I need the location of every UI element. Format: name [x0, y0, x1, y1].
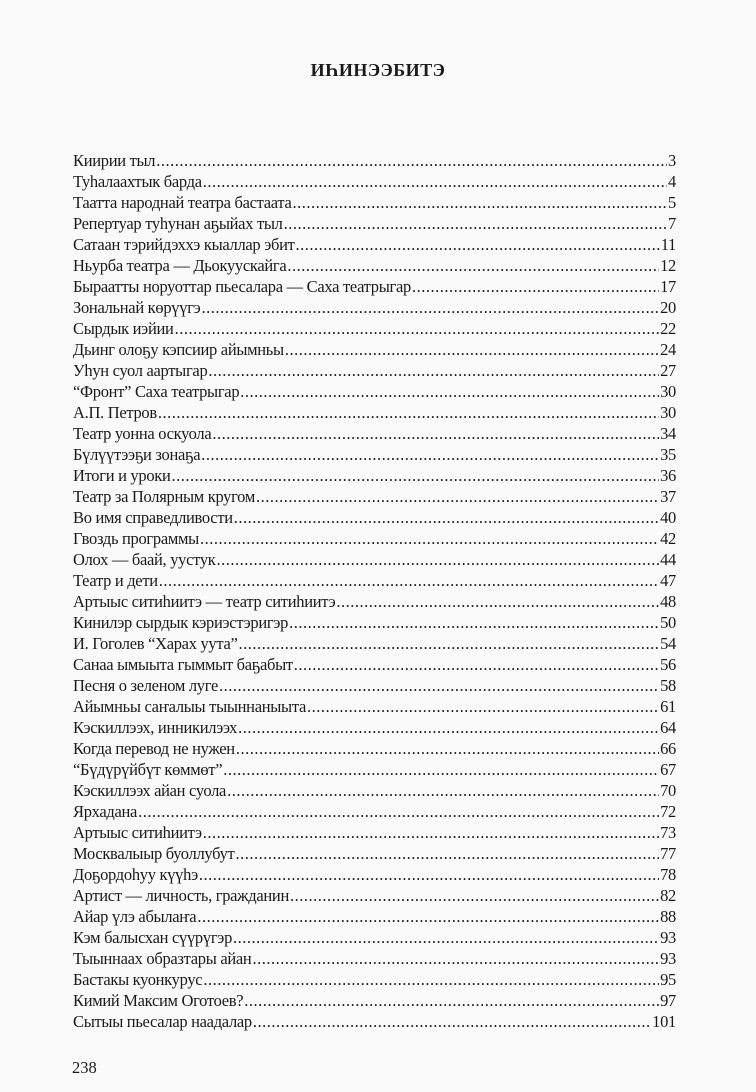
- toc-entry-title: Гвоздь программы: [73, 529, 199, 548]
- toc-entry-title: Айымньы саҥалыы тыыннаныыта: [73, 697, 306, 716]
- toc-entry-title: Сырдык иэйии: [73, 319, 174, 338]
- toc-entry: [73, 150, 676, 171]
- toc-entry: [73, 612, 676, 633]
- page-number: 238: [72, 1058, 97, 1077]
- dot-leader: [236, 738, 659, 759]
- toc-entry-title: Артист — личность, гражданин: [73, 886, 289, 905]
- toc-entry-title: Кинилэр сырдык кэриэстэригэр: [73, 613, 289, 632]
- dot-leader: [212, 423, 659, 444]
- toc-entry-title: Зональнай көрүүгэ: [73, 298, 201, 317]
- toc-entry: [73, 633, 676, 654]
- dot-leader: [244, 990, 659, 1011]
- toc-entry-title: Сатаан тэрийдэххэ кыаллар эбит: [73, 235, 295, 254]
- dot-leader: [256, 486, 659, 507]
- toc-entry-page: 64: [660, 718, 676, 737]
- toc-entry: [73, 969, 676, 990]
- toc-entry-title: Таатта народнай театра бастаата: [73, 193, 292, 212]
- toc-entry: [73, 171, 676, 192]
- toc-entry: [73, 507, 676, 528]
- toc-entry-page: 11: [660, 235, 676, 254]
- toc-entry-page: 56: [660, 655, 676, 674]
- toc-entry-page: 7: [668, 214, 676, 233]
- toc-entry: [73, 381, 676, 402]
- dot-leader: [219, 675, 659, 696]
- toc-entry-page: 93: [660, 928, 676, 947]
- toc-entry-title: Ньурба театра — Дьокуускайга: [73, 256, 287, 275]
- toc-entry-title: “Бүдүрүйбүт көммөт”: [73, 760, 223, 779]
- toc-entry-page: 12: [660, 256, 676, 275]
- toc-entry-page: 61: [660, 697, 676, 716]
- toc-entry-page: 97: [660, 991, 676, 1010]
- toc-entry: [73, 843, 676, 864]
- toc-entry-title: Песня о зеленом луге: [73, 676, 218, 695]
- toc-entry: [73, 465, 676, 486]
- toc-entry-page: 58: [660, 676, 676, 695]
- toc-entry-title: Театр и дети: [73, 571, 158, 590]
- toc-entry-page: 20: [660, 298, 676, 317]
- toc-entry: [73, 255, 676, 276]
- toc-entry: [73, 234, 676, 255]
- toc-entry: [73, 654, 676, 675]
- toc-entry: [73, 297, 676, 318]
- toc-entry-page: 3: [668, 151, 676, 170]
- toc-entry: [73, 822, 676, 843]
- toc-entry: [73, 402, 676, 423]
- toc-entry-title: Репертуар туһунан аҕыйах тыл: [73, 214, 283, 233]
- toc-entry: [73, 276, 676, 297]
- dot-leader: [296, 234, 660, 255]
- toc-entry: [73, 444, 676, 465]
- dot-leader: [200, 528, 659, 549]
- dot-leader: [253, 1011, 651, 1032]
- toc-entry-page: 67: [660, 760, 676, 779]
- dot-leader: [238, 717, 659, 738]
- toc-entry-page: 40: [660, 508, 676, 527]
- toc-entry: [73, 570, 676, 591]
- toc-entry-title: Туһалаахтык барда: [73, 172, 202, 191]
- toc-entry-title: Бүлүүтээҕи зонаҕа: [73, 445, 201, 464]
- dot-leader: [203, 822, 659, 843]
- table-of-contents: [73, 150, 676, 1032]
- toc-entry: [73, 990, 676, 1011]
- toc-entry: [73, 948, 676, 969]
- toc-entry-page: 93: [660, 949, 676, 968]
- toc-entry: [73, 885, 676, 906]
- toc-entry-page: 88: [660, 907, 676, 926]
- toc-entry-title: И. Гоголев “Харах уута”: [73, 634, 238, 653]
- dot-leader: [175, 318, 660, 339]
- toc-entry-page: 48: [660, 592, 676, 611]
- toc-entry-title: Ярхадана: [73, 802, 138, 821]
- toc-entry: [73, 801, 676, 822]
- dot-leader: [197, 906, 659, 927]
- toc-entry: [73, 339, 676, 360]
- toc-entry-page: 35: [660, 445, 676, 464]
- dot-leader: [233, 927, 659, 948]
- dot-leader: [289, 612, 659, 633]
- toc-entry-page: 5: [668, 193, 676, 212]
- toc-entry-title: Во имя справедливости: [73, 508, 233, 527]
- dot-leader: [252, 948, 659, 969]
- toc-entry-page: 24: [660, 340, 676, 359]
- toc-entry: [73, 927, 676, 948]
- toc-entry-title: Олох — баай, уустук: [73, 550, 216, 569]
- toc-entry: [73, 192, 676, 213]
- toc-entry-page: 4: [668, 172, 676, 191]
- toc-entry: [73, 717, 676, 738]
- dot-leader: [240, 381, 659, 402]
- page-title: ИҺИНЭЭБИТЭ: [310, 60, 446, 80]
- toc-entry-title: Киирии тыл: [73, 151, 156, 170]
- toc-entry-page: 70: [660, 781, 676, 800]
- dot-leader: [294, 654, 659, 675]
- toc-entry-page: 30: [660, 403, 676, 422]
- toc-entry: [73, 738, 676, 759]
- toc-entry: [73, 528, 676, 549]
- toc-entry-title: Театр за Полярным кругом: [73, 487, 255, 506]
- toc-entry-title: Айар үлэ абылаҥа: [73, 907, 197, 926]
- toc-entry-title: Бастакы куонкурус: [73, 970, 203, 989]
- dot-leader: [201, 297, 659, 318]
- toc-entry-page: 66: [660, 739, 676, 758]
- toc-entry-page: 36: [660, 466, 676, 485]
- dot-leader: [159, 570, 659, 591]
- dot-leader: [307, 696, 659, 717]
- toc-entry-page: 37: [660, 487, 676, 506]
- toc-entry-title: Артыыс ситиһиитэ — театр ситиһиитэ: [73, 592, 336, 611]
- toc-entry-title: Артыыс ситиһиитэ: [73, 823, 202, 842]
- toc-entry: [73, 486, 676, 507]
- toc-entry: [73, 549, 676, 570]
- dot-leader: [290, 885, 659, 906]
- dot-leader: [203, 969, 659, 990]
- toc-entry-page: 27: [660, 361, 676, 380]
- dot-leader: [203, 171, 667, 192]
- dot-leader: [336, 591, 659, 612]
- dot-leader: [201, 444, 659, 465]
- toc-entry-page: 17: [660, 277, 676, 296]
- toc-entry-title: Итоги и уроки: [73, 466, 171, 485]
- toc-entry-title: Кэскиллээх, инникилээх: [73, 718, 238, 737]
- toc-entry-page: 78: [660, 865, 676, 884]
- dot-leader: [138, 801, 659, 822]
- toc-entry-title: Кимий Максим Оготоев?: [73, 991, 244, 1010]
- dot-leader: [234, 507, 659, 528]
- toc-entry: [73, 318, 676, 339]
- toc-entry-page: 34: [660, 424, 676, 443]
- dot-leader: [199, 864, 659, 885]
- toc-entry-title: Доҕордоһуу күүһэ: [73, 865, 198, 884]
- toc-entry-title: Кэм балысхан сүүрүгэр: [73, 928, 233, 947]
- toc-entry-title: Быраатты норуоттар пьесалара — Саха театрыгар: [73, 277, 411, 296]
- toc-entry-title: Дьинг олоҕу кэпсиир айымньы: [73, 340, 284, 359]
- dot-leader: [293, 192, 668, 213]
- toc-entry-title: Театр уонна оскуола: [73, 424, 212, 443]
- dot-leader: [235, 843, 659, 864]
- toc-entry: [73, 675, 676, 696]
- dot-leader: [239, 633, 660, 654]
- toc-entry-page: 47: [660, 571, 676, 590]
- toc-entry: [73, 591, 676, 612]
- dot-leader: [223, 759, 659, 780]
- toc-entry-title: Тыыннаах образтары айан: [73, 949, 252, 968]
- toc-entry: [73, 759, 676, 780]
- toc-entry-title: Санаа ымыыта гыммыт баҕабыт: [73, 655, 293, 674]
- toc-entry-page: 44: [660, 550, 676, 569]
- dot-leader: [158, 402, 659, 423]
- toc-entry-title: “Фронт” Саха театрыгар: [73, 382, 240, 401]
- dot-leader: [172, 465, 660, 486]
- dot-leader: [285, 339, 659, 360]
- dot-leader: [287, 255, 659, 276]
- toc-entry: [73, 423, 676, 444]
- toc-entry-page: 72: [660, 802, 676, 821]
- toc-entry: [73, 213, 676, 234]
- toc-entry-page: 42: [660, 529, 676, 548]
- dot-leader: [412, 276, 659, 297]
- dot-leader: [156, 150, 667, 171]
- toc-entry: [73, 360, 676, 381]
- toc-entry: [73, 1011, 676, 1032]
- toc-entry-title: Москвалыыр буоллубут: [73, 844, 235, 863]
- toc-entry-title: Когда перевод не нужен: [73, 739, 235, 758]
- toc-entry: [73, 864, 676, 885]
- toc-entry-title: А.П. Петров: [73, 403, 157, 422]
- toc-entry: [73, 780, 676, 801]
- toc-entry: [73, 696, 676, 717]
- toc-entry-page: 82: [660, 886, 676, 905]
- toc-entry-title: Кэскиллээх айан суола: [73, 781, 227, 800]
- toc-entry-title: Уһун суол аартыгар: [73, 361, 208, 380]
- toc-entry-page: 30: [660, 382, 676, 401]
- toc-entry: [73, 906, 676, 927]
- toc-entry-page: 54: [660, 634, 676, 653]
- toc-entry-page: 101: [652, 1012, 676, 1031]
- toc-entry-page: 22: [660, 319, 676, 338]
- dot-leader: [217, 549, 660, 570]
- toc-entry-page: 77: [660, 844, 676, 863]
- toc-entry-page: 73: [660, 823, 676, 842]
- dot-leader: [227, 780, 659, 801]
- toc-entry-page: 50: [660, 613, 676, 632]
- dot-leader: [208, 360, 659, 381]
- dot-leader: [284, 213, 667, 234]
- toc-entry-title: Сытыы пьесалар наадалар: [73, 1012, 252, 1031]
- toc-entry-page: 95: [660, 970, 676, 989]
